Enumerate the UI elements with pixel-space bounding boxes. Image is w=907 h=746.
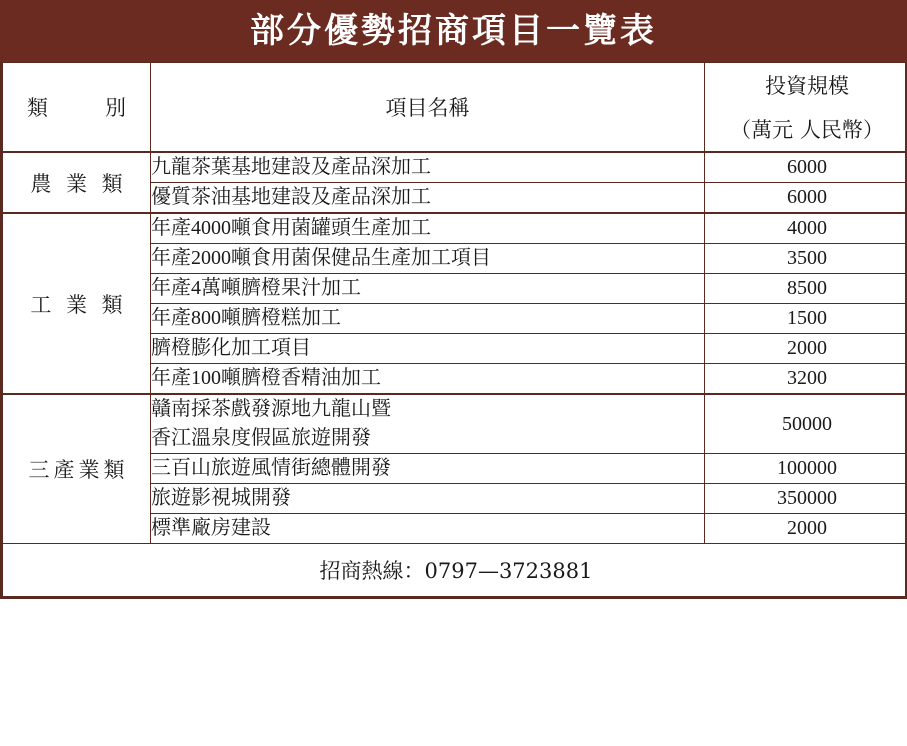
project-name-line: 贛南採茶戲發源地九龍山暨 <box>151 398 391 420</box>
table-row <box>3 213 907 244</box>
project-amount: 3500 <box>705 244 907 274</box>
page-title: 部分優勢招商項目一覽表 <box>250 11 657 51</box>
project-name <box>151 454 705 484</box>
project-name-line: 旅遊影視城開發 <box>151 487 291 509</box>
project-name-line: 年產100噸臍橙香精油加工 <box>151 367 381 389</box>
header-scale <box>705 63 907 153</box>
header-scale-line2: （萬元 人民幣） <box>730 118 884 142</box>
table-footer-row <box>3 544 907 597</box>
category-cell-tertiary: 三產業類 <box>3 394 151 544</box>
project-name <box>151 183 705 214</box>
document-title-bar <box>0 0 907 62</box>
project-name <box>151 334 705 364</box>
project-name <box>151 304 705 334</box>
project-amount: 50000 <box>705 394 907 454</box>
project-amount: 6000 <box>705 152 907 183</box>
table-row <box>3 152 907 183</box>
category-cell-agriculture: 農 業 類 <box>3 152 151 213</box>
project-amount: 6000 <box>705 183 907 214</box>
project-name-line: 年產4000噸食用菌罐頭生產加工 <box>151 217 431 239</box>
project-name-line: 年產4萬噸臍橙果汁加工 <box>151 277 361 299</box>
project-amount: 1500 <box>705 304 907 334</box>
project-name-line: 優質茶油基地建設及產品深加工 <box>151 186 431 208</box>
table-frame <box>0 62 907 599</box>
project-name-line: 臍橙膨化加工項目 <box>151 337 311 359</box>
project-amount: 2000 <box>705 334 907 364</box>
project-name <box>151 152 705 183</box>
project-name-line: 年產800噸臍橙糕加工 <box>151 307 341 329</box>
project-name <box>151 213 705 244</box>
category-cell-industry: 工 業 類 <box>3 213 151 394</box>
project-name <box>151 244 705 274</box>
project-name <box>151 394 705 454</box>
table-header-row <box>3 63 907 153</box>
project-name-line: 香江溫泉度假區旅遊開發 <box>151 427 371 449</box>
project-name-line: 標準廠房建設 <box>151 517 271 539</box>
projects-table <box>2 62 907 597</box>
project-amount: 350000 <box>705 484 907 514</box>
project-amount: 8500 <box>705 274 907 304</box>
project-amount: 2000 <box>705 514 907 544</box>
project-name-line: 年產2000噸食用菌保健品生產加工項目 <box>151 247 491 269</box>
project-amount: 3200 <box>705 364 907 395</box>
project-name-line: 三百山旅遊風情街總體開發 <box>151 457 391 479</box>
project-name-line: 九龍茶葉基地建設及產品深加工 <box>151 156 431 178</box>
investment-hotline: 招商熱線：0797—3723881 <box>3 544 907 597</box>
header-category: 類 別 <box>3 63 151 153</box>
project-name <box>151 484 705 514</box>
project-amount: 4000 <box>705 213 907 244</box>
project-amount: 100000 <box>705 454 907 484</box>
table-row <box>3 394 907 454</box>
header-scale-line1: 投資規模 <box>765 74 849 98</box>
project-name <box>151 274 705 304</box>
header-project: 項目名稱 <box>151 63 705 153</box>
project-name <box>151 514 705 544</box>
project-name <box>151 364 705 395</box>
